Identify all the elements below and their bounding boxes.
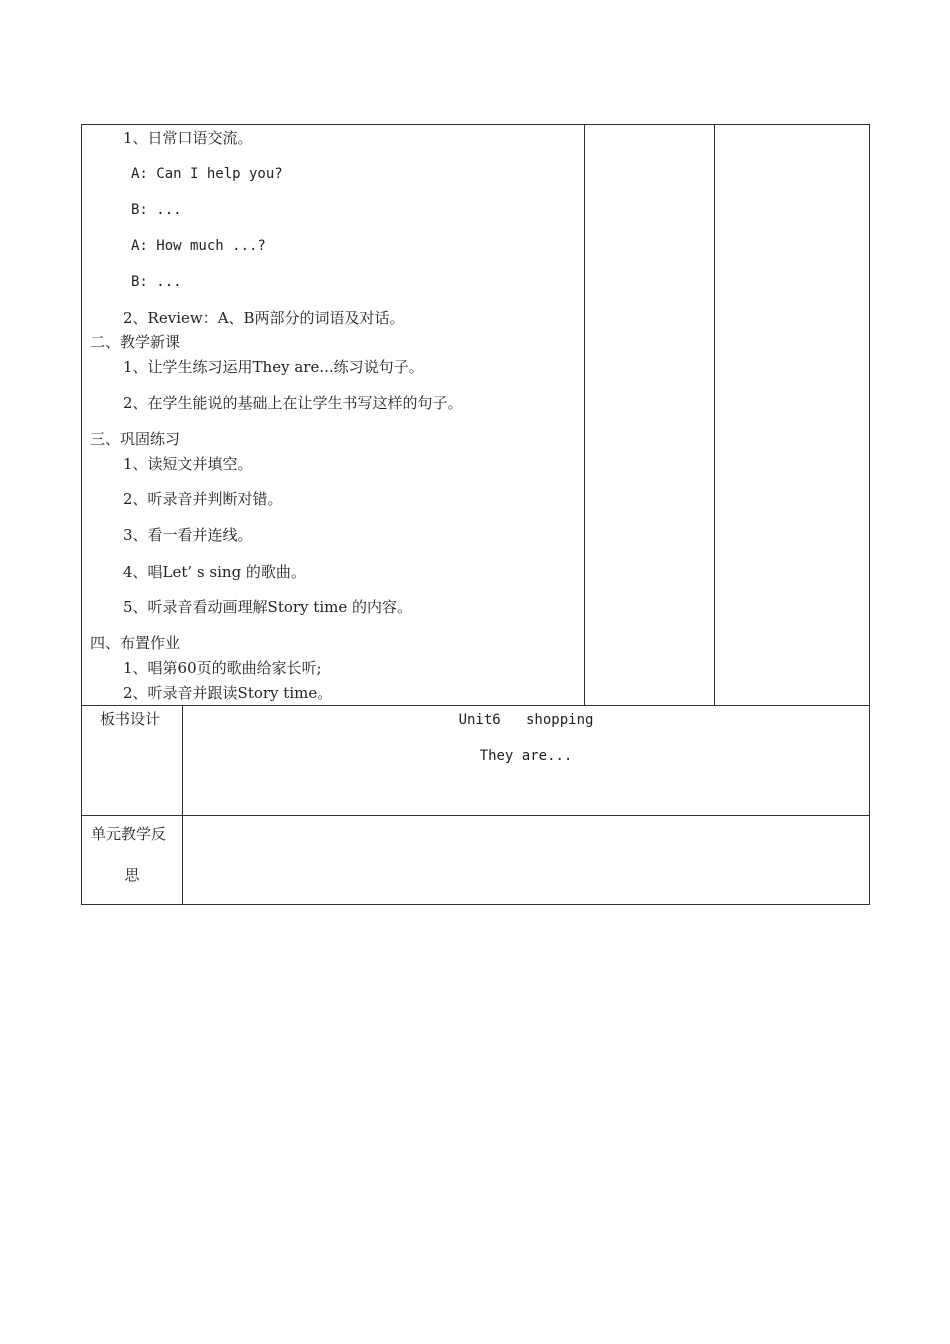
process-line: 1、让学生练习运用They are...练习说句子。 bbox=[123, 358, 424, 376]
process-line: 1、读短文并填空。 bbox=[123, 455, 253, 473]
process-line: 2、听录音并判断对错。 bbox=[123, 490, 283, 508]
process-line: 5、听录音看动画理解Story time 的内容。 bbox=[123, 598, 412, 616]
process-line: 1、唱第60页的歌曲给家长听; bbox=[123, 659, 322, 677]
label-column-divider bbox=[182, 705, 183, 905]
process-line: 2、听录音并跟读Story time。 bbox=[123, 684, 333, 702]
process-line: 2、在学生能说的基础上在让学生书写这样的句子。 bbox=[123, 394, 463, 412]
dialogue-line: A: How much ...? bbox=[131, 238, 266, 254]
table-border-bottom bbox=[81, 904, 870, 905]
reflection-label: 单元教学反 bbox=[91, 825, 167, 843]
section-heading: 四、布置作业 bbox=[90, 634, 181, 652]
section-heading: 三、巩固练习 bbox=[90, 430, 181, 448]
process-line: 4、唱Let’ s sing 的歌曲。 bbox=[123, 563, 306, 581]
dialogue-line: B: ... bbox=[131, 274, 182, 290]
board-unit-title: Unit6 shopping bbox=[458, 712, 594, 728]
board-sentence-pattern: They are... bbox=[479, 748, 573, 764]
dialogue-line: A: Can I help you? bbox=[131, 166, 283, 182]
row-divider-reflection bbox=[81, 815, 870, 816]
table-border-right bbox=[869, 124, 870, 905]
process-line: 3、看一看并连线。 bbox=[123, 526, 253, 544]
table-border-left bbox=[81, 124, 82, 905]
row-divider-board bbox=[81, 705, 870, 706]
column-divider-1 bbox=[584, 124, 585, 706]
reflection-label-wrap: 思 bbox=[124, 866, 140, 884]
process-line: 2、Review：A、B两部分的词语及对话。 bbox=[123, 309, 405, 327]
process-line: 1、日常口语交流。 bbox=[123, 129, 253, 147]
table-border-top bbox=[81, 124, 870, 125]
board-design-label: 板书设计 bbox=[100, 710, 161, 728]
column-divider-2 bbox=[714, 124, 715, 706]
dialogue-line: B: ... bbox=[131, 202, 182, 218]
section-heading: 二、教学新课 bbox=[90, 333, 181, 351]
